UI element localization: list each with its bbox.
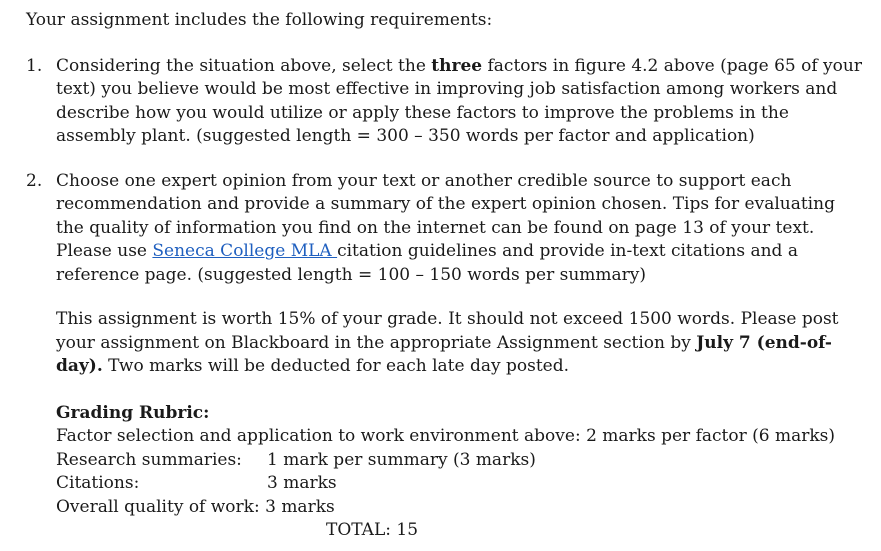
item-number: 2. [26,170,43,191]
worth-paragraph [56,308,866,379]
seneca-mla-link[interactable]: Seneca College MLA [152,241,338,261]
grading-rubric [56,402,866,543]
rubric-total: TOTAL: 15 [326,520,419,540]
rubric-title: Grading Rubric: [56,402,210,423]
due-date: July 7 (end-of-day). [56,332,832,376]
requirement-text [56,170,866,288]
requirement-item-1 [26,55,866,149]
requirement-text-start: Considering the situation above, select the [56,55,432,76]
requirement-item-2 [26,170,866,288]
rubric-row-label: Citations: [56,473,140,493]
rubric-row [56,449,866,473]
intro-text: Your assignment includes the following requirements: [26,10,493,30]
requirement-text-start: Choose one expert opinion from your text or another credible source to support each recommendation and provide a summary of the expert opinion chosen. Tips for evaluating the quality of information you find on the internet can be found on page 13 of your text. Please use [56,170,835,261]
requirement-text [56,55,866,149]
worth-section [26,308,866,543]
assignment-document [26,9,866,543]
item-number: 1. [26,55,43,76]
worth-text-start: This assignment is worth 15% of your grade. It should not exceed 1500 words. Please post your assignment on Blackboard in the appropriate Assignment section by [56,309,839,353]
rubric-row-value: 1 mark per summary (3 marks) [267,449,536,470]
worth-text-end: Two marks will be deducted for each late day posted. [102,356,570,376]
requirement-text-end: factors in figure 4.2 above (page 65 of your text) you believe would be most effective in improving job satisfaction among workers and describe how you would utilize or apply these factors to improve the problems in the assembly plant. (suggested length = 300 – 350 words per factor and application) [56,55,862,146]
rubric-overall-line: Overall quality of work: 3 marks [56,496,335,517]
emphasis-three: three [431,55,483,76]
rubric-row-label: Research summaries: [56,449,242,470]
requirement-text-end: citation guidelines and provide in-text citations and a reference page. (suggested length = 100 – 150 words per summary) [56,241,798,285]
rubric-row-value: 3 marks [267,473,337,493]
rubric-factor-line: Factor selection and application to work environment above: 2 marks per factor (6 marks) [56,426,836,446]
rubric-row [56,472,866,496]
